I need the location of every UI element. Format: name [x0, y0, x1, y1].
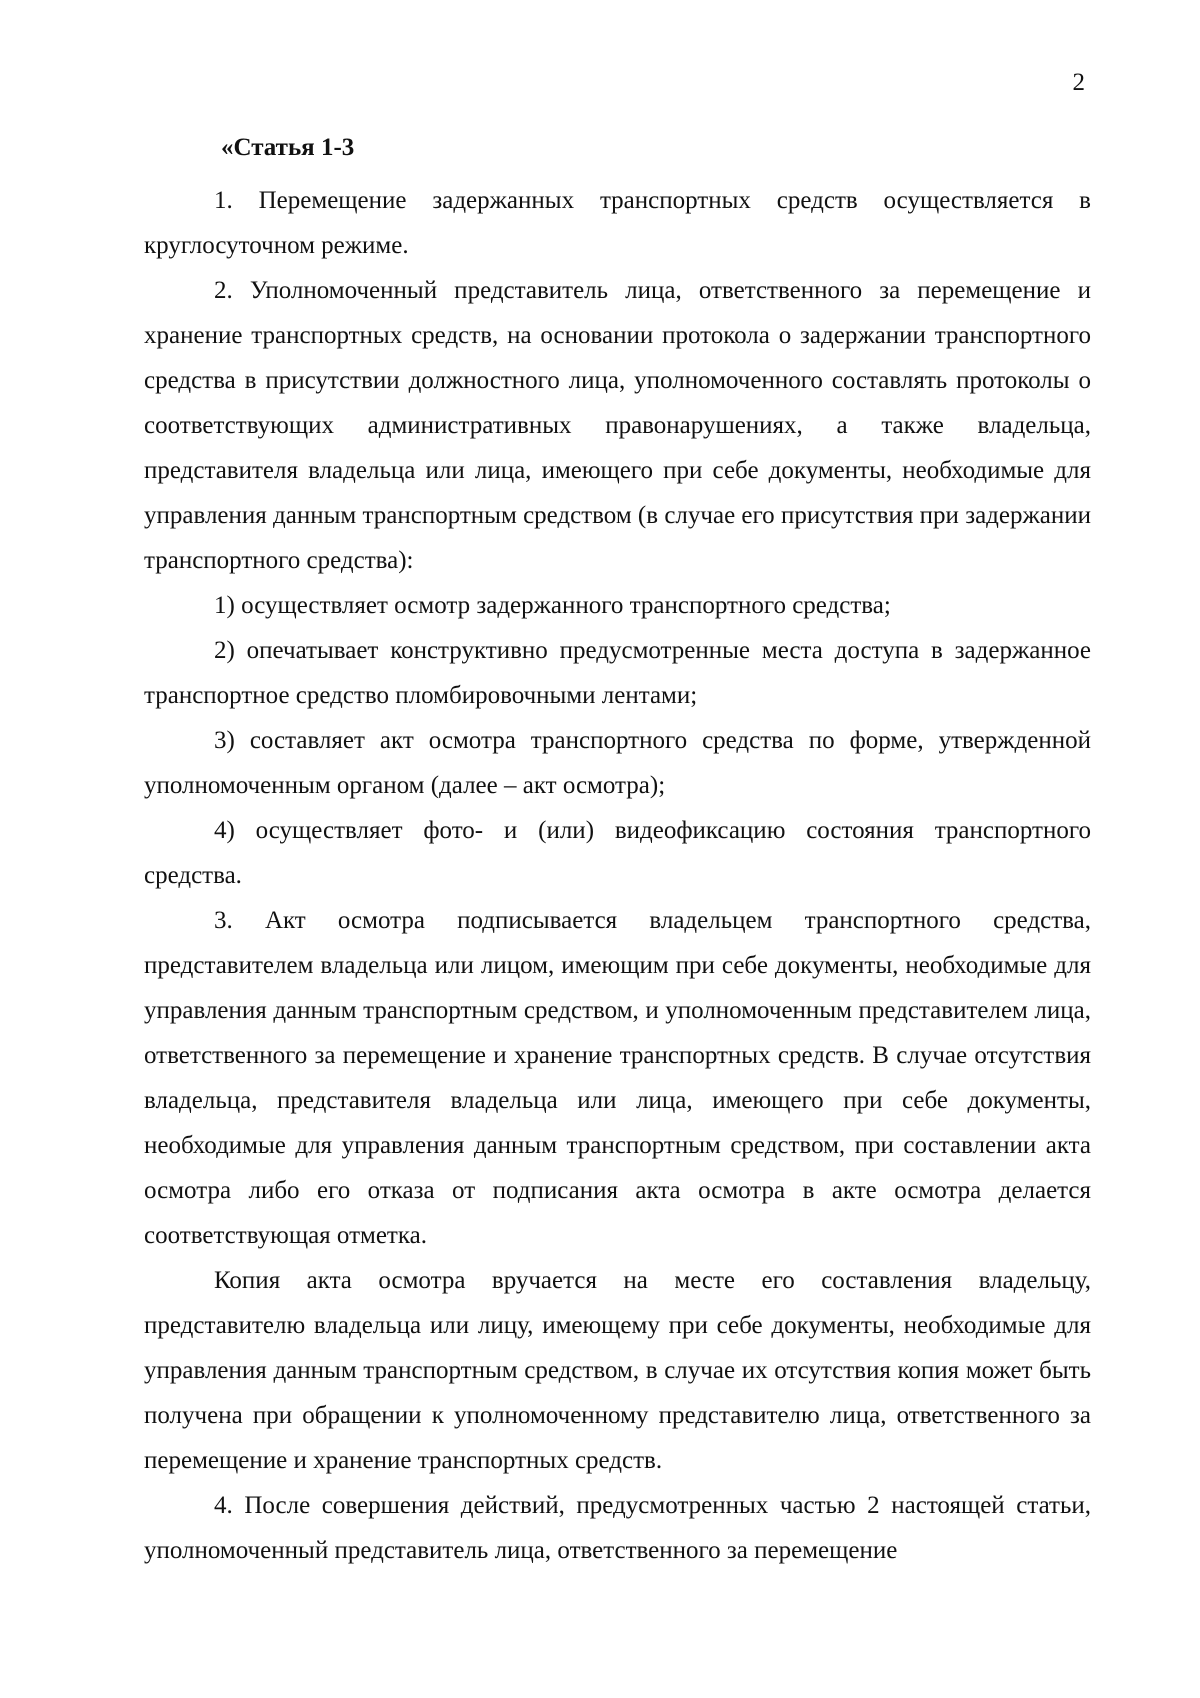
paragraph-item-3: 3) составляет акт осмотра транспортного средства по форме, утвержденной уполномоченным органом (далее – акт осмотра); [144, 727, 1091, 799]
paragraph-item-2: 2) опечатывает конструктивно предусмотренные места доступа в задержанное транспортное средство пломбировочными лентами; [144, 637, 1091, 709]
paragraph-part-3: 3. Акт осмотра подписывается владельцем транспортного средства, представителем владельца или лицом, имеющим при себе документы, необходимые для управления данным транспортным средством, и уполномоченным представителем лица, ответственного за перемещение и хранение транспортных средств. В случае отсутствия владельца, представителя владельца или лица, имеющего при себе документы, необходимые для управления данным транспортным средством, при составлении акта осмотра либо его отказа от подписания акта осмотра в акте осмотра делается соответствующая отметка. [144, 907, 1091, 1249]
article-heading: «Статья 1-3 [221, 134, 355, 161]
paragraph-part-4: 4. После совершения действий, предусмотренных частью 2 настоящей статьи, уполномоченный представитель лица, ответственного за перемещение [144, 1492, 1091, 1564]
paragraph-copy-of-act: Копия акта осмотра вручается на месте его составления владельцу, представителю владельца или лицу, имеющему при себе документы, необходимые для управления данным транспортным средством, в случае их отсутствия копия может быть получена при обращении к уполномоченному представителю лица, ответственного за перемещение и хранение транспортных средств. [144, 1267, 1091, 1474]
paragraph-part-1: 1. Перемещение задержанных транспортных средств осуществляется в круглосуточном режиме. [144, 187, 1091, 259]
page-number: 2 [1072, 69, 1085, 96]
paragraph-item-4: 4) осуществляет фото- и (или) видеофиксацию состояния транспортного средства. [144, 817, 1091, 889]
document-body [144, 118, 1091, 1573]
paragraph-item-1: 1) осуществляет осмотр задержанного транспортного средства; [214, 592, 891, 619]
paragraph-part-2: 2. Уполномоченный представитель лица, ответственного за перемещение и хранение транспортных средств, на основании протокола о задержании транспортного средства в присутствии должностного лица, уполномоченного составлять протоколы о соответствующих административных правонарушениях, а также владельца, представителя владельца или лица, имеющего при себе документы, необходимые для управления данным транспортным средством (в случае его присутствия при задержании транспортного средства): [144, 277, 1091, 574]
